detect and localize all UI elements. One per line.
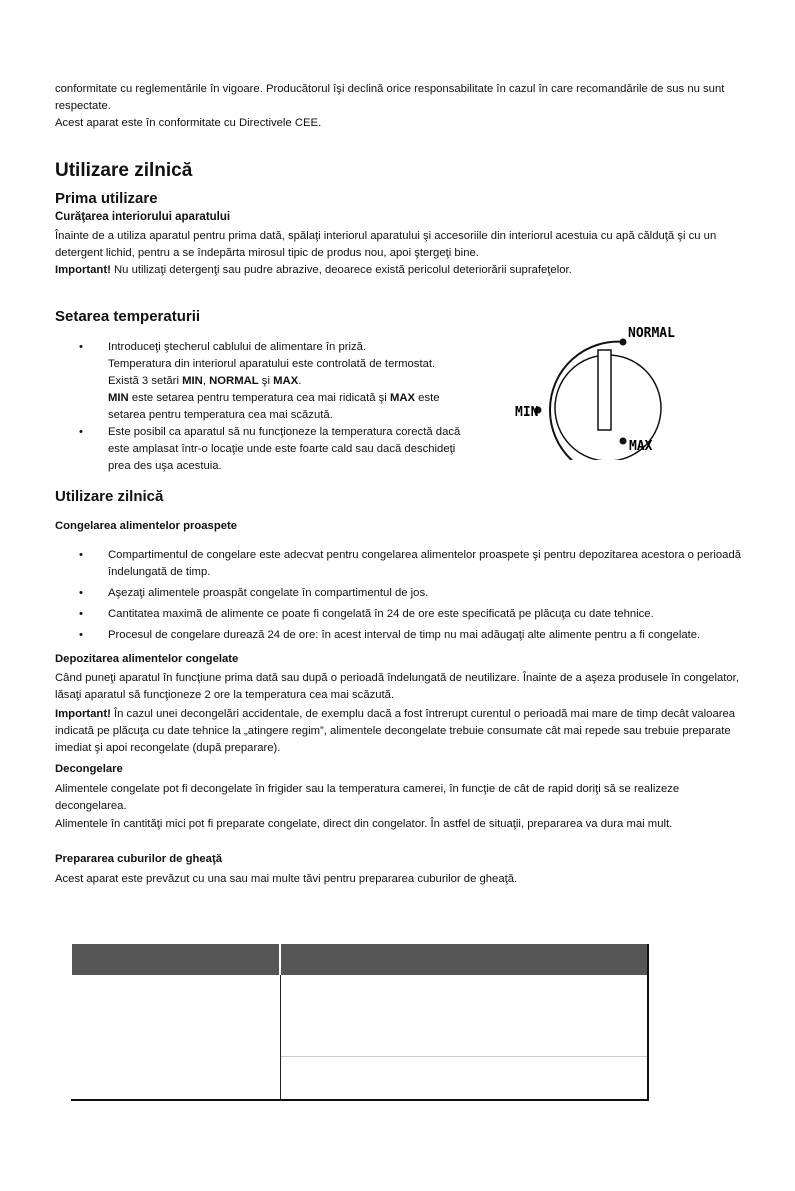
thaw-text-2: Alimentele în cantităţi mici pot fi preparate congelate, direct din congelator. În astfel de situaţii, prepararea va dura mai mult. — [55, 818, 673, 830]
list-item-text: . — [298, 375, 302, 387]
daily-use-title: Utilizare zilnică — [55, 488, 164, 505]
list-item — [55, 424, 475, 475]
dial-indicator — [598, 350, 611, 430]
thermostat-dial-illustration — [510, 320, 710, 460]
bullet-glyph: • — [79, 549, 83, 561]
table-left-edge — [71, 944, 72, 1099]
table-column-divider-line — [280, 975, 281, 1099]
setting-min: MIN — [108, 392, 129, 404]
list-item-text: este — [415, 392, 440, 404]
dial-label-normal: NORMAL — [628, 326, 675, 341]
list-item-text: Este posibil ca aparatul să nu funcţioneze la temperatura corectă dacă este amplasat într-o locaţie unde este foarte cald sau dacă deschideţi prea des uşa acestuia. — [108, 426, 461, 472]
dial-label-min: MIN — [515, 405, 539, 420]
bullet-glyph: • — [79, 587, 83, 599]
freezing-list — [55, 547, 745, 644]
list-item-text: Există 3 setări — [108, 375, 183, 387]
table-row-divider — [281, 1056, 647, 1057]
temperature-list — [55, 339, 475, 475]
empty-table — [71, 944, 649, 1101]
storage-text: Când puneţi aparatul în funcţiune prima dată sau după o perioadă îndelungată de neutilizare. Înainte de a aşeza produsele în congelator, lăsaţi aparatul să funcţioneze 2 ore la temperatura cea mai scăzută. — [55, 672, 739, 701]
list-item-text: Introduceţi ştecherul cablului de alimentare în priză. — [108, 341, 367, 353]
list-item — [55, 339, 475, 424]
bullet-glyph: • — [79, 426, 83, 438]
table-header — [71, 944, 647, 975]
section-title-daily-use: Utilizare zilnică — [55, 160, 193, 181]
first-use-title: Prima utilizare — [55, 190, 158, 207]
cleaning-text: Înainte de a utiliza aparatul pentru prima dată, spălaţi interiorul aparatului şi accesoriile din interiorul acestuia cu apă călduţă şi cu un detergent lichid, pentru a se îndepărta mirosul tipic de produs nou, apoi ştergeţi bine. — [55, 230, 717, 259]
important-text: În cazul unei decongelări accidentale, de exemplu dacă a fost întrerupt curentul o perioadă mai mare de timp decât valoarea indicată pe plăcuţa cu date tehnice la „atingere regim”, alimentele decongelate trebuie consumate cât mai repede sau trebuie preparate imediat şi apoi recongelate (după preparare). — [55, 708, 736, 754]
setting-min: MIN — [182, 375, 203, 387]
intro-paragraph: conformitate cu reglementările în vigoare. Producătorul îşi declină orice responsabilitate în cazul în care recomandările de sus nu sunt respectate. — [55, 83, 725, 112]
max-marker — [620, 438, 627, 445]
bullet-glyph: • — [79, 341, 83, 353]
list-item-text: Temperatura din interiorul aparatului este controlată de termostat. — [108, 358, 436, 370]
normal-marker — [620, 339, 627, 346]
list-item-text: Aşezaţi alimentele proaspăt congelate în compartimentul de jos. — [108, 587, 429, 599]
cleaning-important — [55, 262, 745, 279]
bullet-glyph: • — [79, 608, 83, 620]
list-item-text: setarea pentru temperatura cea mai scăzută. — [108, 409, 333, 421]
setting-normal: NORMAL — [209, 375, 259, 387]
intro-directive: Acest aparat este în conformitate cu Directivele CEE. — [55, 117, 322, 129]
thaw-text-1: Alimentele congelate pot fi decongelate în frigider sau la temperatura camerei, în funcţie de cât de rapid doriţi să se realizeze decongelarea. — [55, 783, 680, 812]
list-item — [55, 627, 745, 644]
setting-max: MAX — [389, 392, 416, 404]
list-item — [55, 606, 745, 623]
ice-title: Prepararea cuburilor de gheaţă — [55, 853, 223, 865]
list-item — [55, 585, 745, 602]
thermostat-dial — [510, 320, 710, 460]
freezing-title: Congelarea alimentelor proaspete — [55, 520, 238, 532]
list-item-text: , — [202, 375, 210, 387]
storage-important — [55, 706, 745, 757]
bullet-glyph: • — [79, 629, 83, 641]
important-label: Important! — [55, 264, 111, 276]
ice-text: Acest aparat este prevăzut cu una sau mai multe tăvi pentru prepararea cuburilor de gheaţă. — [55, 873, 518, 885]
dial-label-max: MAX — [629, 439, 653, 454]
list-item-text: şi — [258, 375, 274, 387]
important-text: Nu utilizaţi detergenţi sau pudre abrazive, deoarece există pericolul deteriorării suprafeţelor. — [110, 264, 572, 276]
thaw-title: Decongelare — [55, 763, 123, 775]
temperature-title: Setarea temperaturii — [55, 308, 201, 325]
important-label: Important! — [55, 708, 111, 720]
storage-title: Depozitarea alimentelor congelate — [55, 653, 239, 665]
list-item-text: este setarea pentru temperatura cea mai ridicată şi — [128, 392, 390, 404]
list-item-text: Compartimentul de congelare este adecvat pentru congelarea alimentelor proaspete şi pentru depozitarea acestora o perioadă îndelungată de timp. — [108, 549, 742, 578]
list-item — [55, 547, 745, 581]
setting-max: MAX — [273, 375, 299, 387]
cleaning-subtitle: Curăţarea interiorului aparatului — [55, 211, 231, 223]
list-item-text: Cantitatea maximă de alimente ce poate fi congelată în 24 de ore este specificată pe plăcuţa cu date tehnice. — [108, 608, 654, 620]
list-item-text: Procesul de congelare durează 24 de ore: în acest interval de timp nu mai adăugaţi alte alimente pentru a fi congelate. — [108, 629, 701, 641]
